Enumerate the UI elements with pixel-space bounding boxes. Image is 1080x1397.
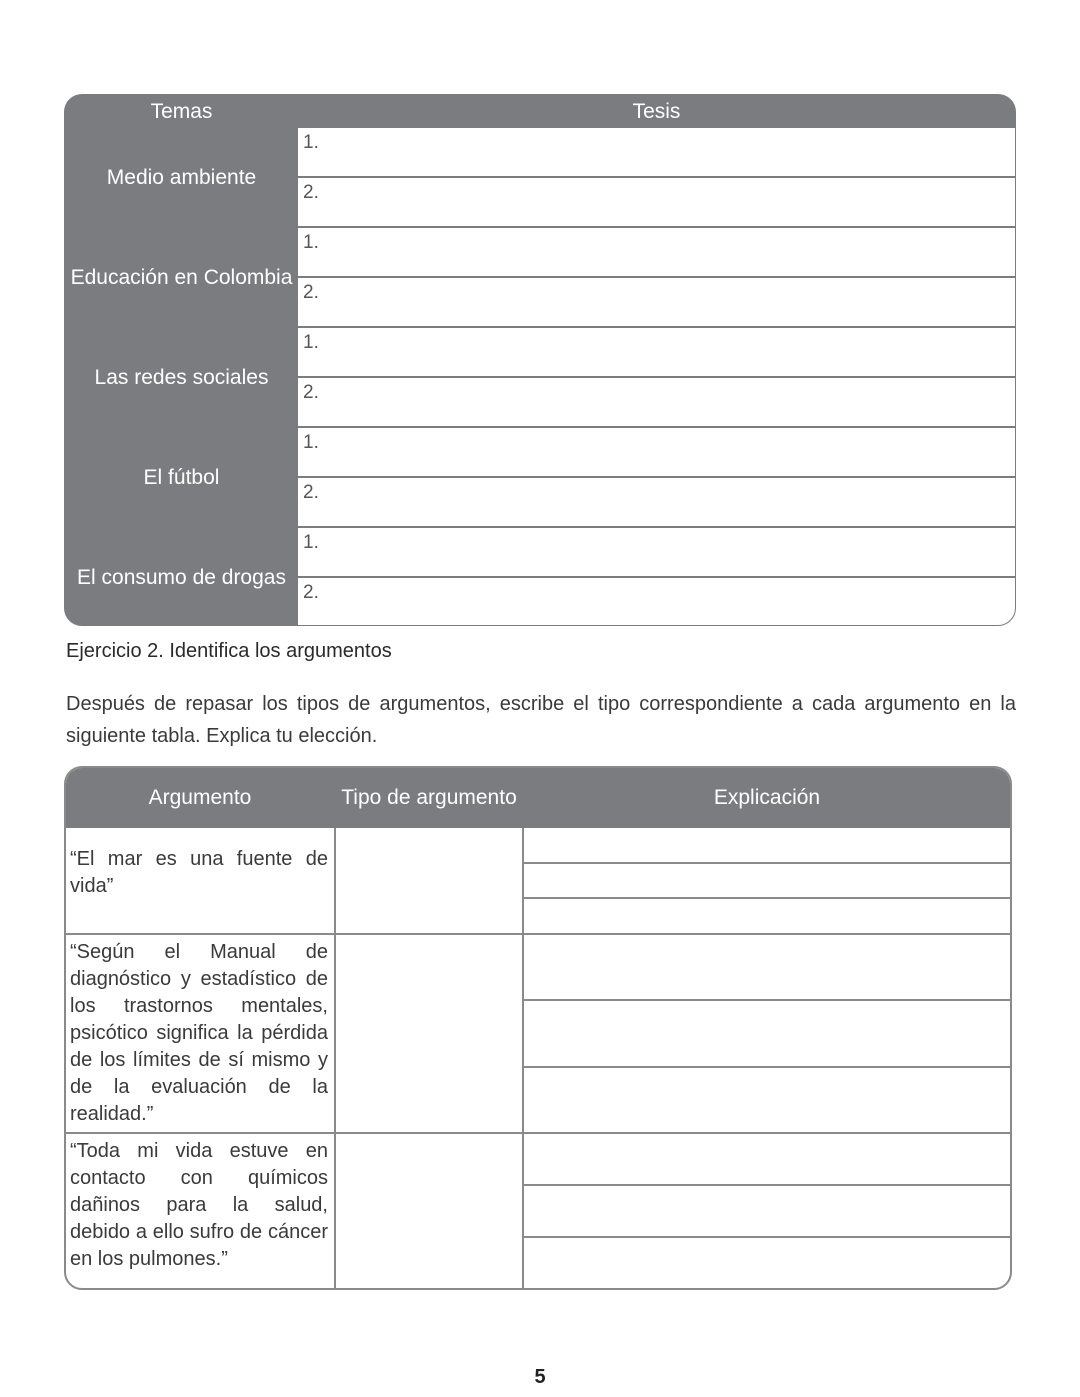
explanation-field[interactable] [524, 828, 1010, 862]
tema-label: Las redes sociales [94, 366, 269, 389]
explanation-cell [524, 828, 1010, 933]
explanation-field[interactable] [524, 999, 1010, 1065]
exercise-instructions: Después de repasar los tipos de argumentos, escribe el tipo correspondiente a cada argumento en la siguiente tabla. Explica tu elección. [66, 693, 1016, 747]
thesis-field[interactable]: 2. [298, 478, 1015, 527]
thesis-field[interactable]: 1. [298, 128, 1015, 177]
header-temas: Temas [150, 100, 213, 123]
header-argumento: Argumento [66, 768, 334, 828]
explanation-field[interactable] [524, 1236, 1010, 1288]
thesis-field[interactable]: 1. [298, 428, 1015, 477]
tema-label: Medio ambiente [106, 166, 257, 189]
type-field[interactable] [336, 828, 522, 933]
explanation-field[interactable] [524, 862, 1010, 898]
thesis-field[interactable]: 2. [298, 578, 1015, 626]
argument-text: “El mar es una fuente de vida” [70, 848, 328, 897]
arguments-table [64, 766, 1012, 1290]
explanation-field[interactable] [524, 935, 1010, 999]
thesis-field[interactable]: 2. [298, 278, 1015, 327]
explanation-field[interactable] [524, 1134, 1010, 1184]
exercise-2-section [64, 0, 1016, 1389]
type-field[interactable] [336, 935, 522, 1132]
explanation-cell [524, 935, 1010, 1132]
argument-text: “Según el Manual de diagnóstico y estadístico de los trastornos mentales, psicótico significa la pérdida de los límites de sí mismo y de la evaluación de la realidad.” [70, 941, 328, 1125]
thesis-field[interactable]: 1. [298, 328, 1015, 377]
thesis-field[interactable]: 2. [298, 378, 1015, 427]
explanation-cell [524, 1134, 1010, 1288]
thesis-field[interactable]: 1. [298, 228, 1015, 277]
header-tesis: Tesis [632, 100, 681, 123]
tema-label: El consumo de drogas [77, 566, 286, 589]
explanation-field[interactable] [524, 1184, 1010, 1236]
explanation-field[interactable] [524, 897, 1010, 933]
tema-label: El fútbol [143, 466, 220, 489]
header-explicacion: Explicación [524, 768, 1010, 828]
tema-label: Educación en Colombia [70, 266, 293, 289]
page-number: 5 [534, 1366, 546, 1388]
thesis-field[interactable]: 1. [298, 528, 1015, 577]
type-field[interactable] [336, 1134, 522, 1288]
exercise-title: Ejercicio 2. Identifica los argumentos [66, 640, 392, 662]
argument-text: “Toda mi vida estuve en contacto con químicos dañinos para la salud, debido a ello sufro de cáncer en los pulmones.” [70, 1140, 328, 1270]
thesis-field[interactable]: 2. [298, 178, 1015, 227]
header-tipo: Tipo de argumento [336, 768, 522, 828]
explanation-field[interactable] [524, 1066, 1010, 1132]
